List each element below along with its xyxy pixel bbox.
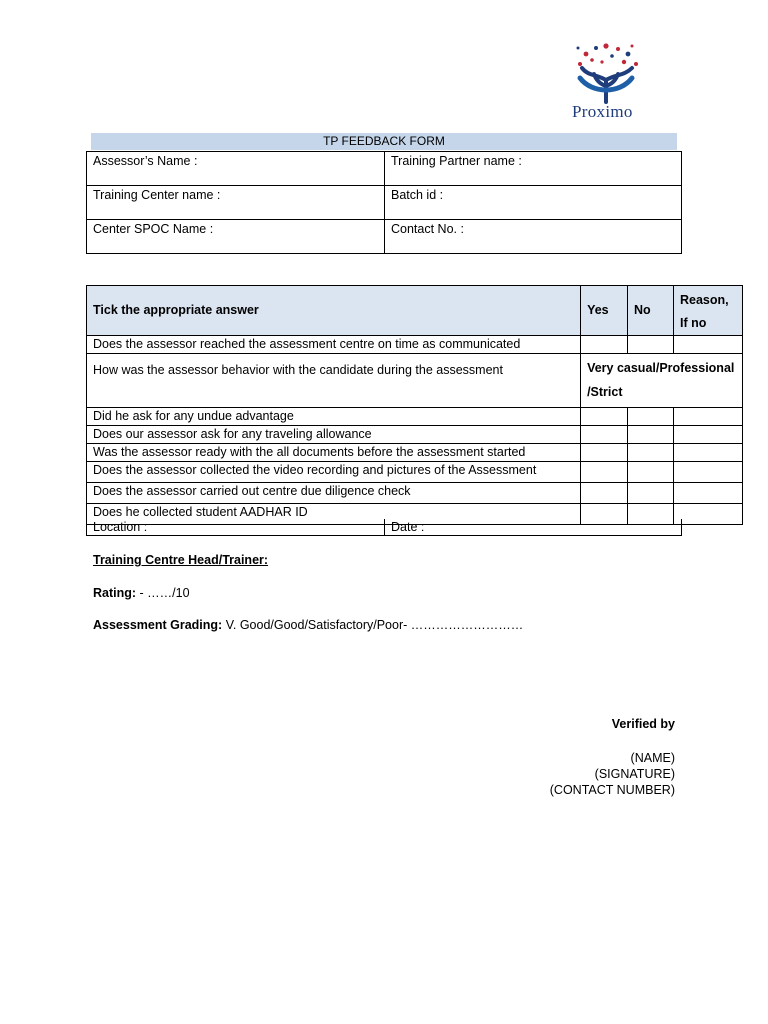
reason-header	[673, 286, 742, 336]
question-cell: Does our assessor ask for any traveling allowance	[87, 426, 581, 444]
rating-label: Rating:	[93, 586, 137, 600]
rating-line	[93, 586, 190, 600]
table-row	[87, 462, 743, 483]
yes-checkbox[interactable]	[581, 408, 628, 426]
no-checkbox[interactable]	[628, 462, 674, 483]
grading-line	[93, 618, 523, 632]
reason-field[interactable]	[673, 444, 742, 462]
question-cell: Does the assessor reached the assessment centre on time as communicated	[87, 336, 581, 354]
contact-no-field[interactable]: Contact No. :	[385, 220, 682, 254]
yes-checkbox[interactable]	[581, 444, 628, 462]
rating-value[interactable]: - ……/10	[136, 586, 190, 600]
table-row	[87, 220, 682, 254]
batch-id-field[interactable]: Batch id :	[385, 186, 682, 220]
table-row	[87, 354, 743, 408]
name-label: (NAME)	[630, 751, 675, 765]
yes-checkbox[interactable]	[581, 336, 628, 354]
question-header: Tick the appropriate answer	[87, 286, 581, 336]
reason-field[interactable]	[673, 426, 742, 444]
checklist-table	[86, 285, 743, 525]
no-checkbox[interactable]	[628, 426, 674, 444]
location-field[interactable]: Location :	[87, 519, 385, 536]
grading-label: Assessment Grading:	[93, 618, 223, 632]
no-checkbox[interactable]	[628, 483, 674, 504]
yes-checkbox[interactable]	[581, 462, 628, 483]
no-header: No	[628, 286, 674, 336]
behavior-options-line1: Very casual/Professional	[587, 361, 735, 375]
table-row	[87, 444, 743, 462]
question-cell: Does he collected student AADHAR ID	[87, 504, 581, 525]
logo-text: Proximo	[572, 102, 633, 121]
table-row	[87, 152, 682, 186]
question-cell: How was the assessor behavior with the candidate during the assessment	[87, 354, 581, 408]
training-partner-field[interactable]: Training Partner name :	[385, 152, 682, 186]
details-table	[86, 151, 682, 254]
grading-value[interactable]: V. Good/Good/Satisfactory/Poor- ………………………	[222, 618, 524, 632]
center-spoc-field[interactable]: Center SPOC Name :	[87, 220, 385, 254]
question-cell: Was the assessor ready with the all documents before the assessment started	[87, 444, 581, 462]
yes-header: Yes	[581, 286, 628, 336]
reason-header-line1: Reason,	[679, 293, 729, 307]
no-checkbox[interactable]	[628, 408, 674, 426]
question-cell: Does the assessor carried out centre due diligence check	[87, 483, 581, 504]
question-cell: Did he ask for any undue advantage	[87, 408, 581, 426]
assessor-name-field[interactable]: Assessor’s Name :	[87, 152, 385, 186]
reason-field[interactable]	[673, 504, 742, 525]
table-row	[87, 483, 743, 504]
form-title: TP FEEDBACK FORM	[91, 133, 677, 150]
behavior-options-line2: /Strict	[587, 385, 623, 399]
contact-number-label: (CONTACT NUMBER)	[549, 783, 675, 797]
table-row	[87, 186, 682, 220]
no-checkbox[interactable]	[628, 336, 674, 354]
checklist-header-row	[87, 286, 743, 336]
training-center-field[interactable]: Training Center name :	[87, 186, 385, 220]
centre-head-heading: Training Centre Head/Trainer:	[93, 553, 269, 567]
tree-hands-icon	[566, 40, 650, 106]
reason-field[interactable]	[673, 408, 742, 426]
table-row	[87, 426, 743, 444]
question-cell: Does the assessor collected the video recording and pictures of the Assessment	[87, 462, 581, 483]
table-row	[87, 336, 743, 354]
reason-header-line2: If no	[679, 316, 707, 330]
yes-checkbox[interactable]	[581, 483, 628, 504]
date-field[interactable]: Date :	[385, 519, 682, 536]
table-row	[87, 519, 682, 536]
behavior-options[interactable]	[581, 354, 743, 408]
reason-field[interactable]	[673, 336, 742, 354]
reason-field[interactable]	[673, 483, 742, 504]
table-row	[87, 408, 743, 426]
reason-field[interactable]	[673, 462, 742, 483]
verified-by-label: Verified by	[611, 717, 675, 731]
verification-block	[480, 716, 675, 798]
no-checkbox[interactable]	[628, 444, 674, 462]
location-date-table	[86, 519, 682, 536]
yes-checkbox[interactable]	[581, 426, 628, 444]
signature-label: (SIGNATURE)	[594, 767, 675, 781]
proximo-logo	[562, 38, 652, 124]
